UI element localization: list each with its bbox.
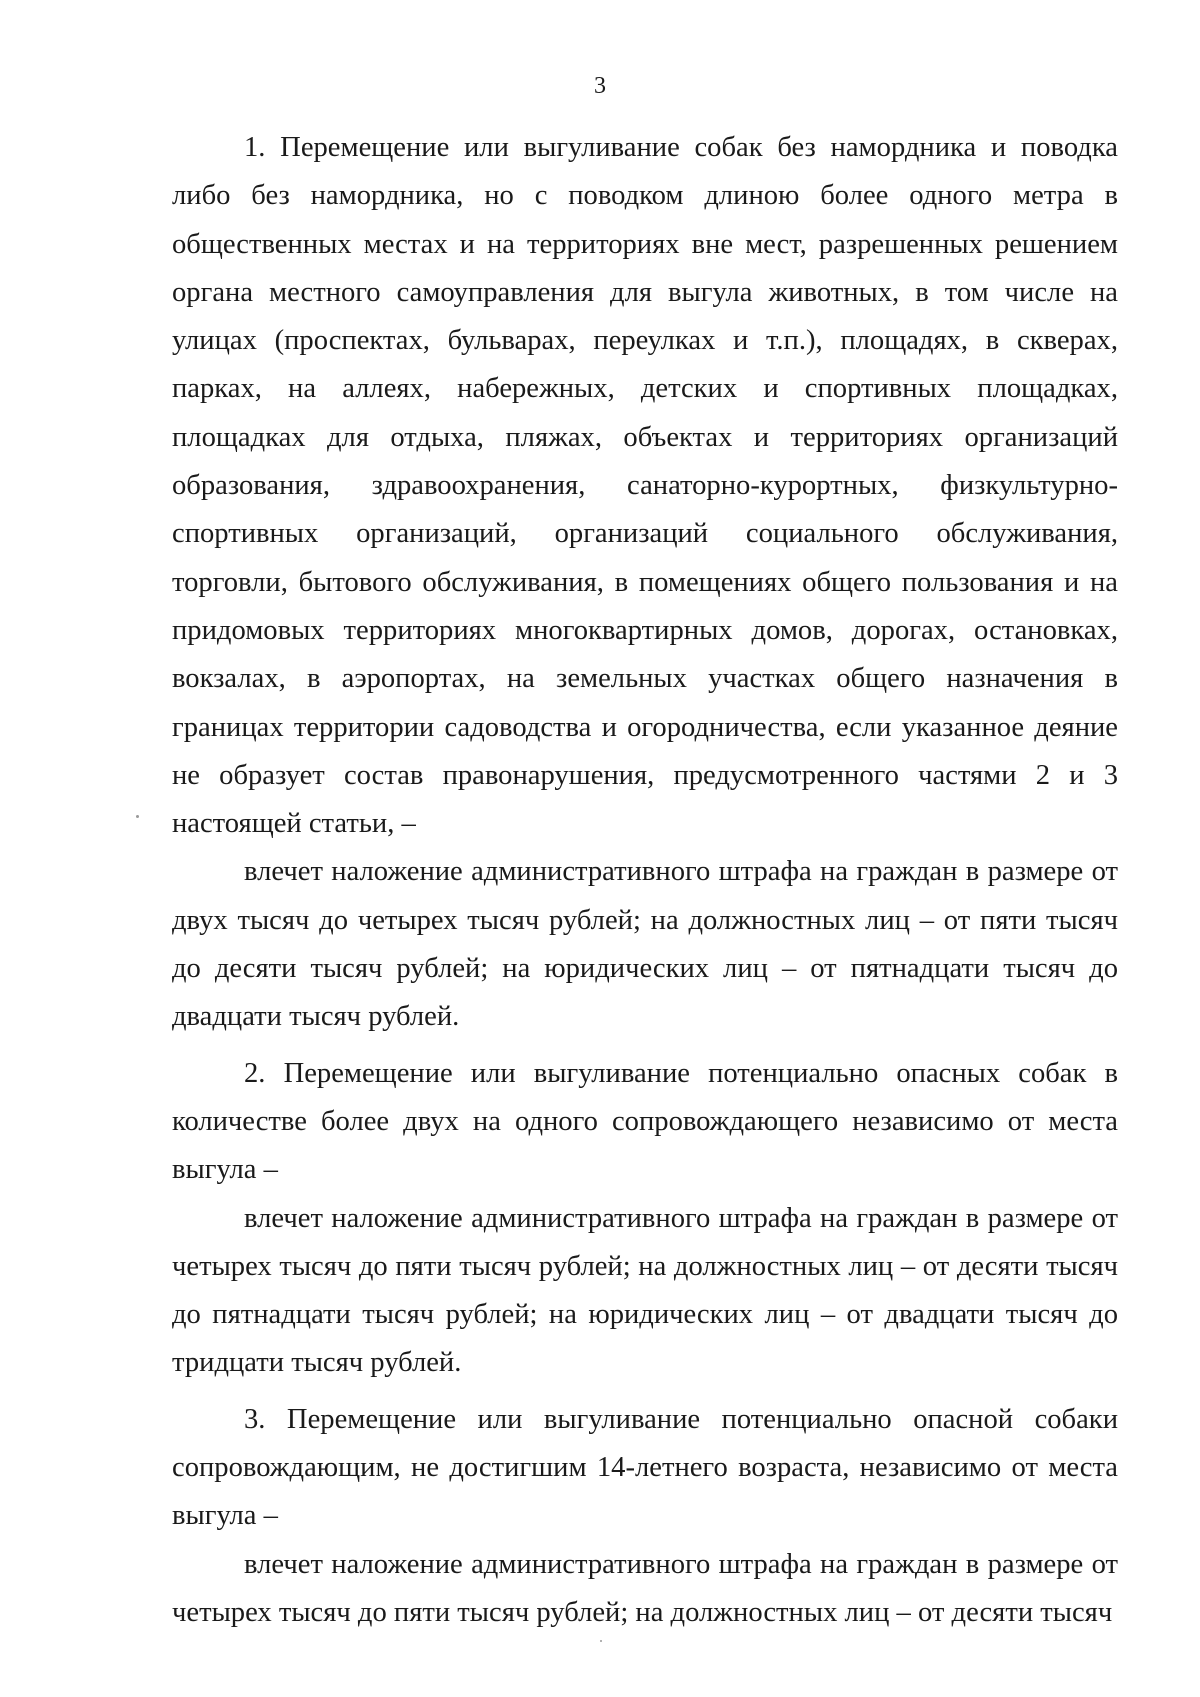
paragraph-item-1: 1. Перемещение или выгуливание собак без намордника и поводка либо без намордника, но с поводком длиною более одного метра в общественных местах и на территориях вне мест, разрешенных решением органа местного самоуправления для выгула животных, в том числе на улицах (проспектах, бульварах, переулках и т.п.), площадях, в скверах, парках, на аллеях, набережных, детских и спортивных площадках, площадках для отдыха, пляжах, объектах и территориях организаций образования, здравоохранения, санаторно-курортных, физкультурно-спортивных организаций, организаций социального обслуживания, торговли, бытового обслуживания, в помещениях общего пользования и на придомовых территориях многоквартирных домов, дорогах, остановках, вокзалах, в аэропортах, на земельных участках общего назначения в границах территории садоводства и огородничества, если указанное деяние не образует состав правонарушения, предусмотренного частями 2 и 3 настоящей статьи, – <box>172 132 1118 840</box>
page-number: 3 <box>594 73 606 99</box>
paragraph-item-2: 2. Перемещение или выгуливание потенциально опасных собак в количестве более двух на одного сопровождающего независимо от места выгула – <box>172 1057 1118 1186</box>
paragraph-sanction-3: влечет наложение административного штрафа на граждан в размере от четырех тысяч до пяти тысяч рублей; на должностных лиц – от десяти тысяч <box>172 1548 1118 1628</box>
paragraph-sanction-2: влечет наложение административного штрафа на граждан в размере от четырех тысяч до пяти тысяч рублей; на должностных лиц – от десяти тысяч до пятнадцати тысяч рублей; на юридических лиц – от двадцати тысяч до тридцати тысяч рублей. <box>172 1202 1118 1379</box>
scan-speck <box>136 815 139 818</box>
paragraph-sanction-1: влечет наложение административного штрафа на граждан в размере от двух тысяч до четырех тысяч рублей; на должностных лиц – от пяти тысяч до десяти тысяч рублей; на юридических лиц – от пятнадцати тысяч до двадцати тысяч рублей. <box>172 856 1118 1033</box>
paragraph-item-3: 3. Перемещение или выгуливание потенциально опасной собаки сопровождающим, не достигшим 14-летнего возраста, независимо от места выгула – <box>172 1403 1118 1532</box>
scan-speck <box>600 1640 602 1642</box>
document-body <box>172 124 1118 1645</box>
